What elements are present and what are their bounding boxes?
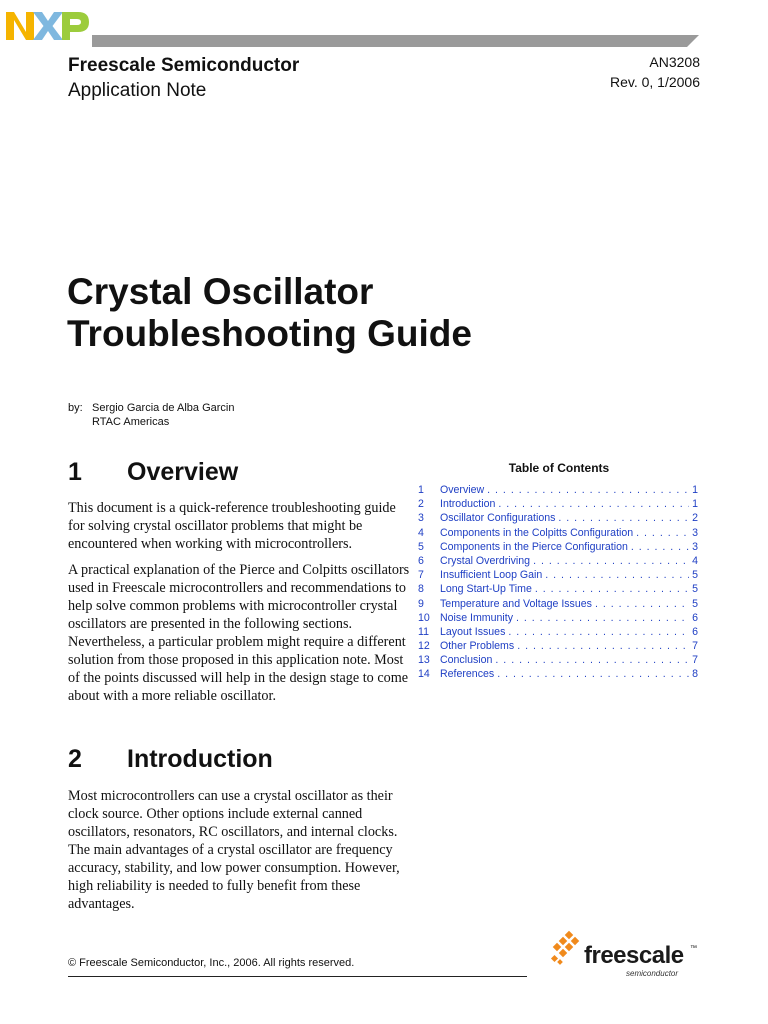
freescale-logo-mark-icon — [548, 930, 588, 970]
section-number: 1 — [68, 458, 82, 486]
document-type: Application Note — [68, 80, 207, 101]
toc-entry[interactable] — [418, 498, 698, 512]
copyright-notice: © Freescale Semiconductor, Inc., 2006. All rights reserved. — [68, 957, 355, 969]
toc-entry-number: 2 — [418, 498, 424, 511]
toc-entry-number: 1 — [418, 484, 424, 496]
toc-entry[interactable] — [418, 598, 698, 612]
toc-leader-dots — [558, 512, 689, 524]
freescale-logo-subtitle: semiconductor — [626, 969, 679, 978]
toc-entry[interactable] — [418, 654, 698, 668]
byline-label: by: — [68, 402, 83, 414]
toc-entry[interactable] — [418, 569, 698, 583]
toc-entry[interactable] — [418, 512, 698, 526]
toc-entry-title: References — [440, 668, 495, 681]
toc-leader-dots — [497, 668, 689, 680]
toc-entry[interactable] — [418, 626, 698, 640]
toc-entry-page: 1 — [692, 498, 698, 511]
overview-paragraph-1: This document is a quick-reference troubleshooting guide for solving crystal oscillator problems that might be encountered when working with microcontrollers. — [68, 500, 396, 552]
freescale-trademark: ™ — [690, 945, 697, 952]
toc-leader-dots — [535, 583, 689, 595]
toc-leader-dots — [498, 498, 689, 510]
toc-heading: Table of Contents — [508, 461, 610, 475]
toc-entry-number: 10 — [418, 611, 430, 624]
toc-entry-page: 1 — [692, 484, 698, 496]
toc-leader-dots — [595, 598, 689, 610]
toc-entry-number: 12 — [418, 640, 430, 653]
toc-entry-number: 13 — [418, 654, 430, 667]
toc-entry-page: 6 — [692, 611, 698, 624]
toc-entry-page: 7 — [692, 640, 698, 653]
toc-entry-title: Long Start-Up Time — [440, 583, 532, 596]
toc-entry[interactable] — [418, 583, 698, 597]
overview-paragraph-2: A practical explanation of the Pierce and Colpitts oscillators used in Freescale microcontrollers and recommendations to help solve common problems with microcontroller crystal oscillators are presented in the following sections. Nevertheless, a particular problem might require a different solution from those proposed in this application note. Most of the points discussed will help in the design stage to come about with a more reliable oscillator. — [68, 562, 410, 704]
freescale-logo-wordmark: freescale — [584, 942, 684, 969]
section-number: 2 — [68, 745, 82, 773]
toc-entry[interactable] — [418, 612, 698, 626]
toc-leader-dots — [636, 527, 689, 539]
footer-rule — [68, 976, 527, 977]
toc-leader-dots — [508, 626, 689, 638]
toc-entry-number: 9 — [418, 597, 424, 610]
document-revision: Rev. 0, 1/2006 — [609, 74, 700, 90]
toc-entry-page: 5 — [692, 583, 698, 596]
toc-entry-title: Noise Immunity — [440, 611, 513, 624]
toc-entry-page: 7 — [692, 654, 698, 667]
toc-entry-number: 3 — [418, 512, 424, 525]
document-title-line-2: Troubleshooting Guide — [67, 313, 472, 354]
toc-leader-dots — [631, 541, 689, 553]
toc-entry[interactable] — [418, 668, 698, 682]
toc-entry-number: 7 — [418, 569, 424, 582]
toc-entry-title: Components in the Colpitts Configuration — [440, 526, 634, 539]
toc-leader-dots — [495, 654, 689, 666]
toc-entry[interactable] — [418, 555, 698, 569]
introduction-paragraph-1: Most microcontrollers can use a crystal oscillator as their clock source. Other options include external canned oscillators, resonators, RC oscillators, and internal clocks. The main advantages of a crystal oscillator are frequency accuracy, stability, and low power consumption. However, high reliability is needed to fully benefit from these advantages. — [68, 788, 400, 912]
author-affiliation: RTAC Americas — [92, 416, 170, 428]
toc-entry[interactable] — [418, 484, 698, 498]
author-name: Sergio Garcia de Alba Garcin — [92, 402, 235, 414]
toc-leader-dots — [533, 555, 689, 567]
toc-entry-page: 3 — [692, 540, 698, 553]
toc-leader-dots — [545, 569, 689, 581]
nxp-logo — [6, 8, 90, 44]
toc-leader-dots — [517, 640, 689, 652]
toc-entry-number: 4 — [418, 526, 424, 539]
toc-entry-number: 5 — [418, 540, 424, 553]
toc-entry-page: 5 — [692, 569, 698, 582]
toc-entry-title: Components in the Pierce Configuration — [440, 540, 628, 553]
toc-entry-title: Temperature and Voltage Issues — [440, 597, 592, 610]
toc-entry-title: Insufficient Loop Gain — [440, 569, 543, 582]
toc-entry[interactable] — [418, 527, 698, 541]
toc-entry-title: Overview — [440, 484, 485, 496]
toc-entry-page: 2 — [692, 512, 698, 525]
header-band — [92, 35, 699, 47]
toc-entry-page: 6 — [692, 625, 698, 638]
toc-entry-title: Other Problems — [440, 640, 515, 653]
toc-entry[interactable] — [418, 541, 698, 555]
toc-entry-page: 5 — [692, 597, 698, 610]
company-name: Freescale Semiconductor — [68, 55, 300, 76]
section-heading-overview: Overview — [127, 458, 239, 486]
toc-leader-dots — [516, 612, 689, 624]
toc-entry-page: 8 — [692, 668, 698, 681]
toc-entry-title: Conclusion — [440, 654, 493, 667]
table-of-contents — [418, 484, 698, 683]
toc-entry-number: 14 — [418, 668, 430, 681]
toc-entry-title: Crystal Overdriving — [440, 554, 531, 567]
toc-leader-dots — [487, 484, 689, 496]
toc-entry-number: 8 — [418, 583, 424, 596]
toc-entry-title: Layout Issues — [440, 625, 506, 638]
toc-entry-title: Oscillator Configurations — [440, 512, 556, 525]
document-title-line-1: Crystal Oscillator — [67, 271, 374, 312]
toc-entry-number: 11 — [418, 625, 429, 638]
toc-entry-page: 3 — [692, 526, 698, 539]
document-number: AN3208 — [649, 54, 700, 70]
toc-entry-title: Introduction — [440, 498, 496, 511]
toc-entry-number: 6 — [418, 554, 424, 567]
toc-entry-page: 4 — [692, 554, 698, 567]
toc-entry[interactable] — [418, 640, 698, 654]
section-heading-introduction: Introduction — [127, 745, 273, 773]
